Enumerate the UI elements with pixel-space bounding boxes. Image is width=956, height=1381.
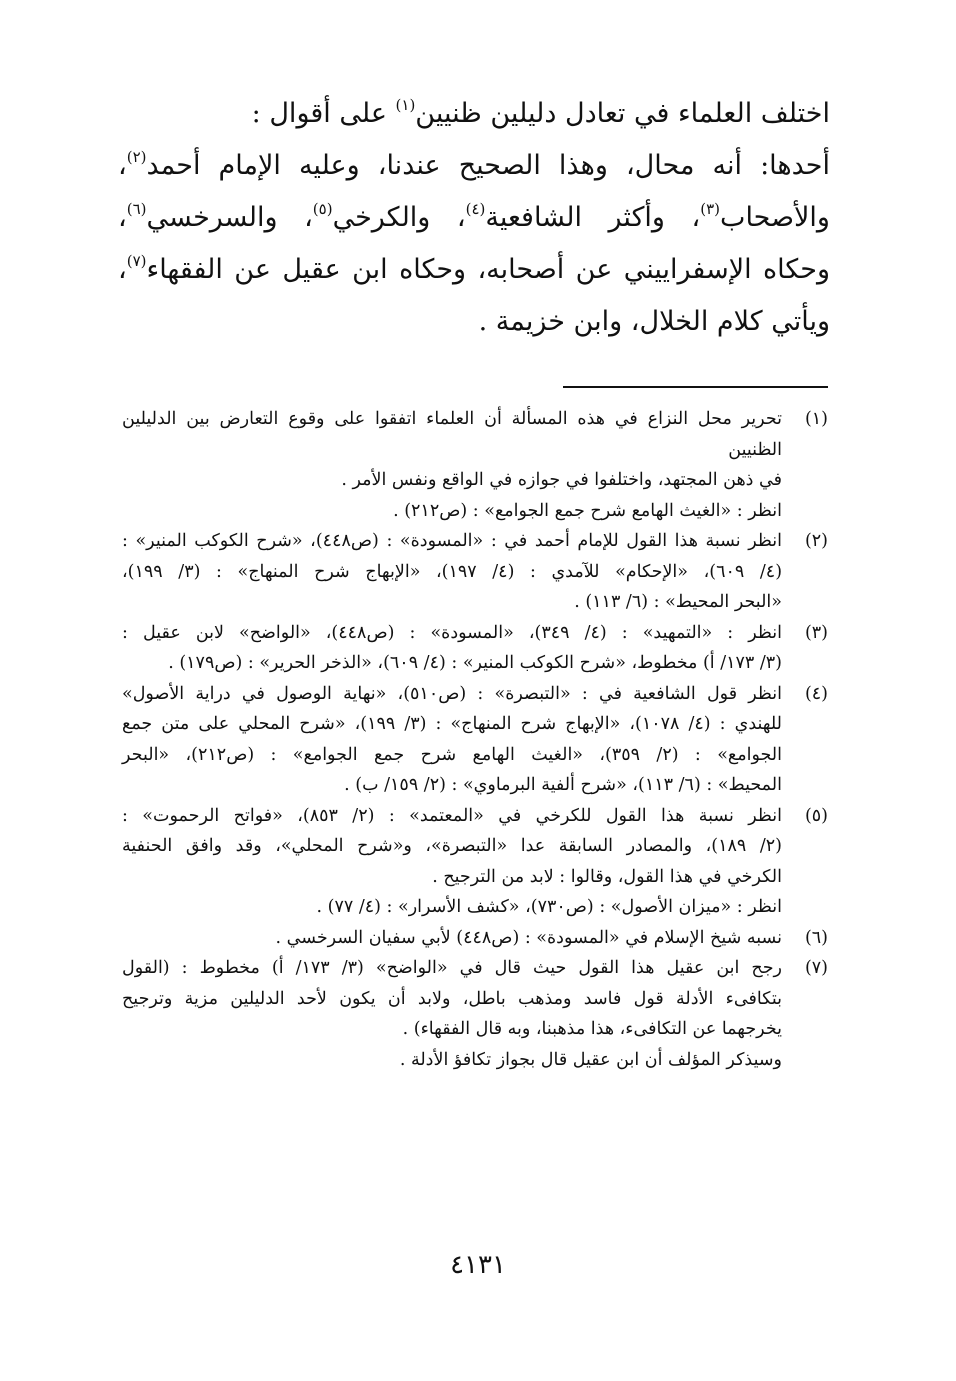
footnote-text: رجح ابن عقيل هذا القول حيث قال في «الواضح» (٣/ ١٧٣/ أ) مخطوط : (القول بتكافىء الأدلة قول فاسد ومذهب باطل، ولابد أن يكون لأحد الدليلين مزية وترجيح يخرجهما عن التكافىء، هذا مذهبنا، وبه قال الفقهاء) . وسيذكر المؤلف أن ابن عقيل قال بجواز تكافؤ الأدلة . [122,958,782,1070]
footnote-ref[interactable]: (١) [395,96,416,114]
footnote-ref[interactable]: (٣) [700,200,721,218]
footnote-number: (٧) [804,958,828,978]
footnote-ref[interactable]: (٥) [312,200,333,218]
footnote-number: (٥) [804,805,828,826]
main-text [118,88,830,348]
footnote-text: نسبه شيخ الإسلام في «المسودة» : (ص٤٤٨) لأبي سفيان السرخسي . [275,927,782,948]
footnote-6 [122,923,828,954]
footnote-ref[interactable]: (٢) [126,148,147,166]
footnote-separator [563,386,828,388]
page-number: ٤١٣١ [450,1250,506,1280]
footnote-7 [122,953,828,1075]
footnote-text: تحرير محل النزاع في هذه المسألة أن العلماء اتفقوا على وقوع التعارض بين الدليلين الظنيين في ذهن المجتهد، واختلفوا في جوازه في الواقع ونفس الأمر . انظر : «الغيث الهامع شرح جمع الجوامع» : (ص٢١٢) . [122,409,782,521]
footnote-text: انظر نسبة هذا القول للكرخي في «المعتمد» : (٢/ ٨٥٣)، «فواتح الرحموت» : (٢/ ١٨٩)، والمصادر السابقة عدا «التبصرة»، و«شرح المحلي»، وقد وافق الحنفية الكرخي في هذا القول، وقالوا : لابد من الترجيح . انظر : «ميزان الأصول» : (ص٧٣٠)، «كشف الأسرار» : (٤/ ٧٧) . [122,805,782,917]
footnote-ref[interactable]: (٤) [465,200,486,218]
footnote-2 [122,526,828,618]
footnotes [122,404,828,1075]
footnote-ref[interactable]: (٧) [126,252,147,270]
footnote-number: (١) [804,409,828,429]
footnote-4 [122,679,828,801]
footnote-3 [122,618,828,679]
footnote-ref[interactable]: (٦) [126,200,147,218]
paragraph-first-opinion: أحدها: أنه محال، وهذا الصحيح عندنا، وعليه الإمام أحمد$^{(٢)}$، والأصحاب$^{(٣)}$، وأكثر الشافعية$^{(٤)}$، والكرخي$^{(٥)}$، والسرخسي$^{(٦)}$، وحكاه الإسفراييني عن أصحابه، وحكاه ابن عقيل عن الفقهاء$^{(٧)}$، ويأتي كلام الخلال، وابن خزيمة . [118,148,830,337]
footnote-text: انظر قول الشافعية في : «التبصرة» : (ص٥١٠)، «نهاية الوصول في دراية الأصول» للهندي : (٤/ ١٠٧٨)، «الإبهاج شرح المنهاج» : (٣/ ١٩٩)، «شرح المحلي على متن جمع الجوامع» : (٢/ ٣٥٩)، «الغيث الهامع شرح جمع الجوامع» : (ص٢١٢)، «البحر المحيط» : (٦/ ١١٣)، «شرح ألفية البرماوي» : (٢/ ١٥٩/ ب) . [122,683,783,795]
footnote-number: (٤) [804,683,828,704]
footnote-text: انظر نسبة هذا القول للإمام أحمد في : «المسودة» : (ص٤٤٨)، «شرح الكوكب المنير» : (٤/ ٦٠٩)، «الإحكام» للآمدي : (٤/ ١٩٧)، «الإبهاج شرح المنهاج» : (٣/ ١٩٩)، «البحر المحيط» : (٦/ ١١٣) . [122,531,783,612]
footnote-1 [122,404,828,526]
footnote-5 [122,801,828,923]
footnote-number: (٢) [804,531,828,551]
footnote-text: انظر : «التمهيد» : (٤/ ٣٤٩)، «المسودة» : (ص٤٤٨)، «الواضح» لابن عقيل : (٣/ ١٧٣/ أ) مخطوط، «شرح الكوكب المنير» : (٤/ ٦٠٩)، «الذخر الحرير» : (ص١٧٩) . [122,622,782,673]
paragraph-intro: اختلف العلماء في تعادل دليلين ظنيين$^{(١)}$ على أقوال : [251,96,830,129]
footnote-number: (٦) [804,927,828,948]
footnote-number: (٣) [804,622,828,643]
